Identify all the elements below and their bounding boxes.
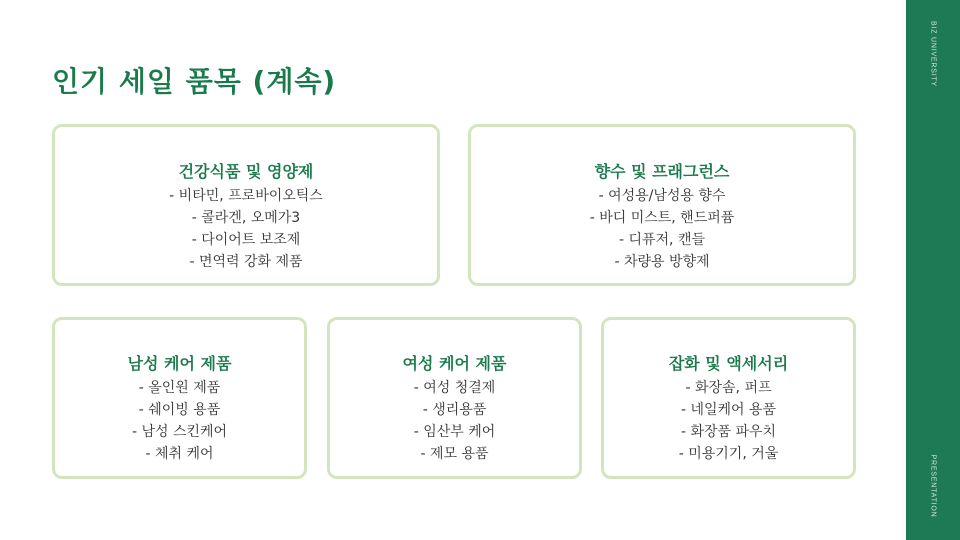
card-title: 건강식품 및 영양제 bbox=[178, 162, 314, 181]
card-title: 여성 케어 제품 bbox=[402, 354, 507, 373]
list-item: - 생리용품 bbox=[422, 402, 487, 418]
list-item: - 남성 스킨케어 bbox=[131, 424, 228, 440]
list-item: - 디퓨저, 캔들 bbox=[618, 232, 706, 248]
card-item-list bbox=[604, 377, 853, 465]
card-accessories bbox=[601, 317, 856, 479]
card-womens-care bbox=[327, 317, 582, 479]
card-mens-care bbox=[52, 317, 307, 479]
list-item: - 여성용/남성용 향수 bbox=[598, 188, 726, 204]
list-item: - 화장솜, 퍼프 bbox=[685, 380, 772, 396]
list-item: - 임산부 케어 bbox=[413, 424, 496, 440]
list-item: - 여성 청결제 bbox=[413, 380, 496, 396]
card-health-supplements bbox=[52, 124, 440, 286]
card-item-list bbox=[471, 185, 853, 273]
card-title: 남성 케어 제품 bbox=[127, 354, 232, 373]
card-item-list bbox=[55, 377, 304, 465]
card-fragrance bbox=[468, 124, 856, 286]
list-item: - 제모 용품 bbox=[420, 446, 489, 462]
list-item: - 다이어트 보조제 bbox=[191, 232, 301, 248]
side-bottom-label: PRESENTATION bbox=[929, 454, 937, 518]
slide-title: 인기 세일 품목 (계속) bbox=[52, 65, 337, 98]
card-title: 향수 및 프래그런스 bbox=[594, 162, 730, 181]
card-item-list bbox=[55, 185, 437, 273]
side-top-label: BIZ UNIVERSITY bbox=[929, 20, 937, 88]
list-item: - 면역력 강화 제품 bbox=[189, 254, 303, 270]
list-item: - 미용기기, 거울 bbox=[678, 446, 779, 462]
card-title: 잡화 및 액세서리 bbox=[668, 354, 789, 373]
list-item: - 비타민, 프로바이오틱스 bbox=[169, 188, 323, 204]
list-item: - 올인원 제품 bbox=[138, 380, 221, 396]
list-item: - 바디 미스트, 핸드퍼퓸 bbox=[589, 210, 735, 226]
side-band bbox=[906, 0, 960, 540]
list-item: - 화장품 파우치 bbox=[680, 424, 777, 440]
list-item: - 쉐이빙 용품 bbox=[138, 402, 221, 418]
list-item: - 차량용 방향제 bbox=[614, 254, 710, 270]
list-item: - 콜라겐, 오메가3 bbox=[191, 210, 301, 226]
card-item-list bbox=[330, 377, 579, 465]
list-item: - 체취 케어 bbox=[145, 446, 214, 462]
list-item: - 네일케어 용품 bbox=[680, 402, 777, 418]
